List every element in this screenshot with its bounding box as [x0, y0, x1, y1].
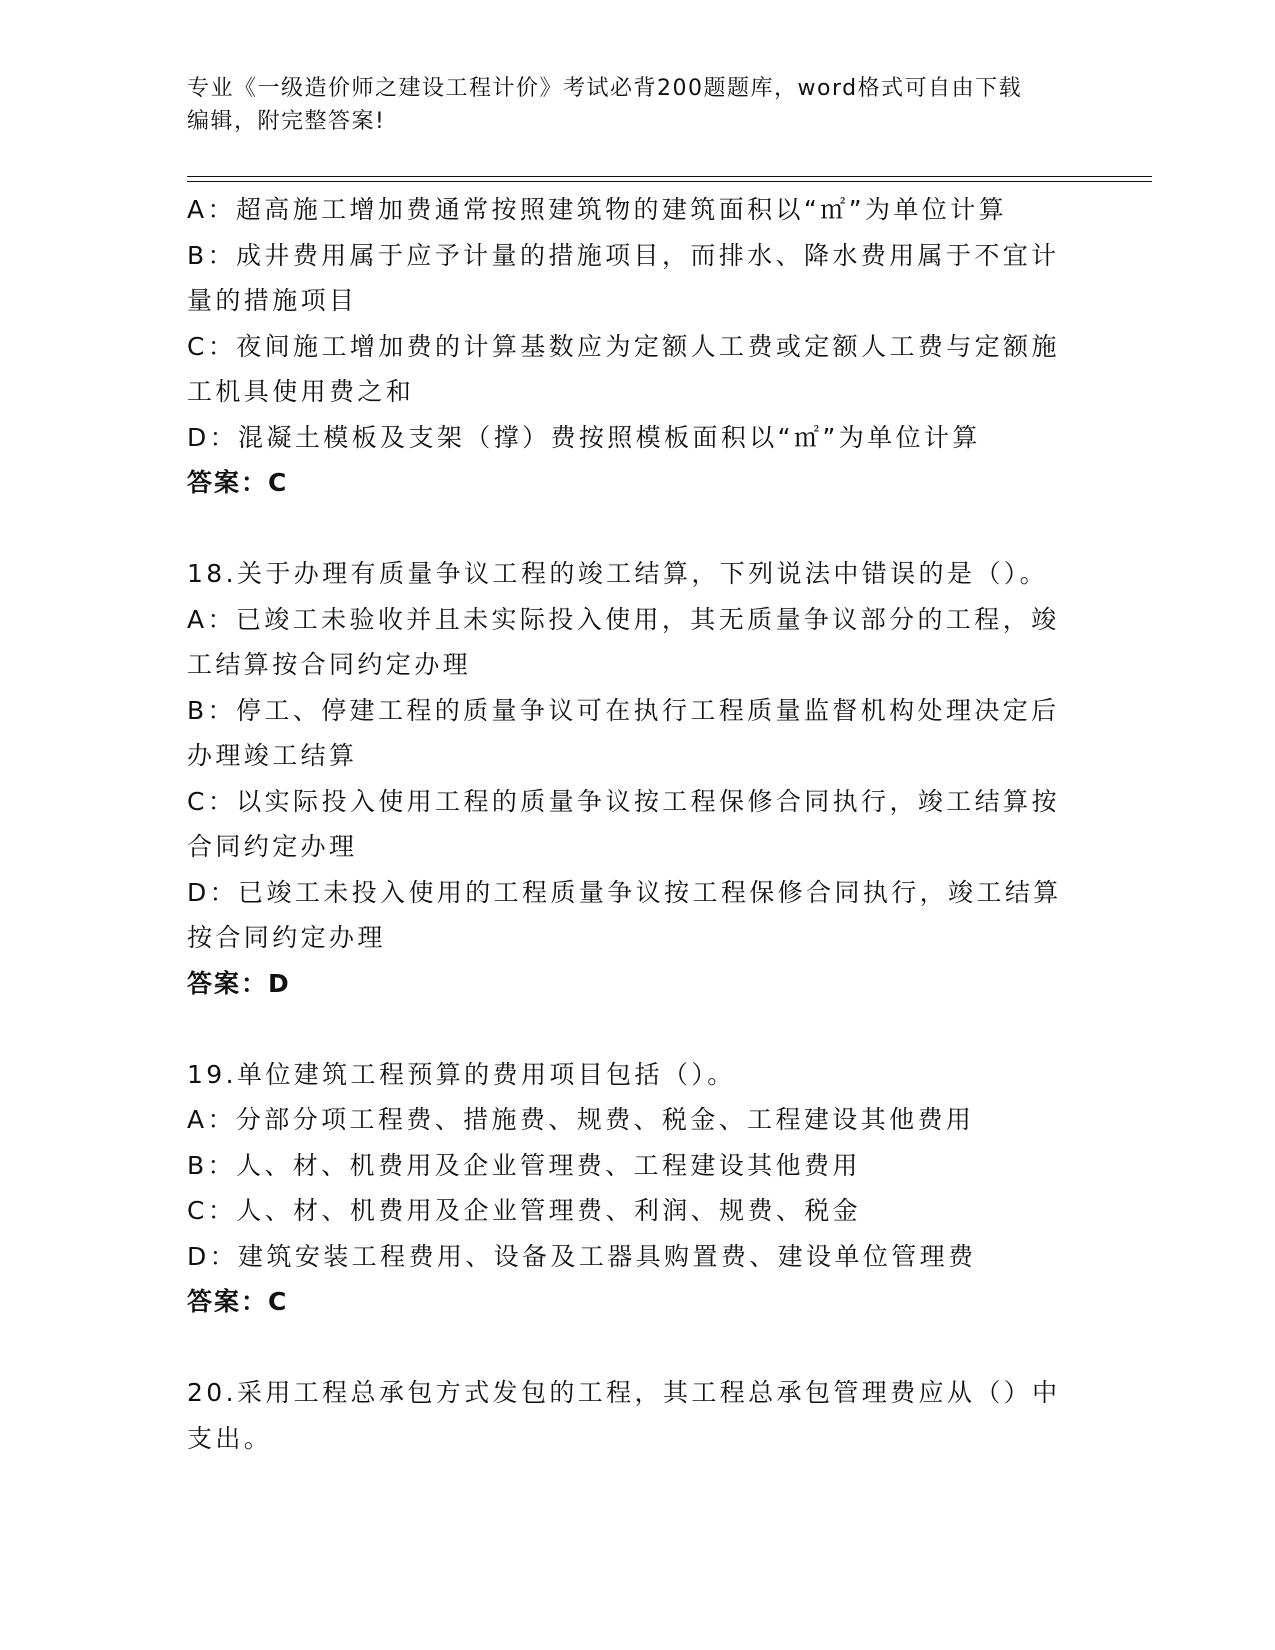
question-stem: 18.关于办理有质量争议工程的竣工结算，下列说法中错误的是（）。 [187, 559, 1049, 588]
option-a-continued: 工结算按合同约定办理 [187, 650, 472, 679]
question-18-block [187, 551, 1067, 1006]
question-19-block [187, 1052, 1067, 1325]
spacer [187, 1006, 1067, 1052]
option-c: C：以实际投入使用工程的质量争议按工程保修合同执行，竣工结算按 [187, 786, 1060, 816]
option-b: B：成井费用属于应予计量的措施项目，而排水、降水费用属于不宜计 [187, 240, 1060, 270]
option-c-continued: 工机具使用费之和 [187, 377, 415, 406]
option-a: A：超高施工增加费通常按照建筑物的建筑面积以“㎡”为单位计算 [187, 195, 1008, 224]
option-b: B：人、材、机费用及企业管理费、工程建设其他费用 [187, 1150, 861, 1180]
question-stem: 20.采用工程总承包方式发包的工程，其工程总承包管理费应从（）中 [187, 1378, 1061, 1407]
option-d: D：建筑安装工程费用、设备及工器具购置费、建设单位管理费 [187, 1241, 977, 1271]
header-divider-top [187, 176, 1152, 177]
answer-line: 答案：C [187, 468, 289, 497]
spacer [187, 506, 1067, 552]
question-stem: 19.单位建筑工程预算的费用项目包括（）。 [187, 1059, 736, 1089]
option-b-continued: 量的措施项目 [187, 286, 358, 315]
option-a: A：分部分项工程费、措施费、规费、税金、工程建设其他费用 [187, 1105, 975, 1134]
spacer [187, 1325, 1067, 1371]
option-c-continued: 合同约定办理 [187, 832, 358, 861]
option-d-continued: 按合同约定办理 [187, 923, 386, 952]
option-d: D：混凝土模板及支架（撑）费按照模板面积以“㎡”为单位计算 [187, 422, 981, 452]
header-line-1: 专业《一级造价师之建设工程计价》考试必背200题题库，word格式可自由下载 [187, 76, 1023, 101]
option-c: C：人、材、机费用及企业管理费、利润、规费、税金 [187, 1196, 862, 1225]
question-stem-continued: 支出。 [187, 1423, 273, 1453]
header-divider-bottom [187, 181, 1152, 182]
document-body [187, 187, 1067, 1461]
question-17-block [187, 187, 1067, 506]
question-20-block [187, 1370, 1067, 1461]
option-d: D：已竣工未投入使用的工程质量争议按工程保修合同执行，竣工结算 [187, 877, 1062, 907]
option-b: B：停工、停建工程的质量争议可在执行工程质量监督机构处理决定后 [187, 695, 1060, 725]
answer-line: 答案：D [187, 968, 291, 998]
document-header [187, 72, 1067, 138]
header-line-2: 编辑，附完整答案! [187, 109, 386, 134]
option-b-continued: 办理竣工结算 [187, 741, 358, 770]
option-a: A：已竣工未验收并且未实际投入使用，其无质量争议部分的工程，竣 [187, 604, 1060, 634]
option-c: C：夜间施工增加费的计算基数应为定额人工费或定额人工费与定额施 [187, 331, 1060, 361]
answer-line: 答案：C [187, 1287, 289, 1316]
